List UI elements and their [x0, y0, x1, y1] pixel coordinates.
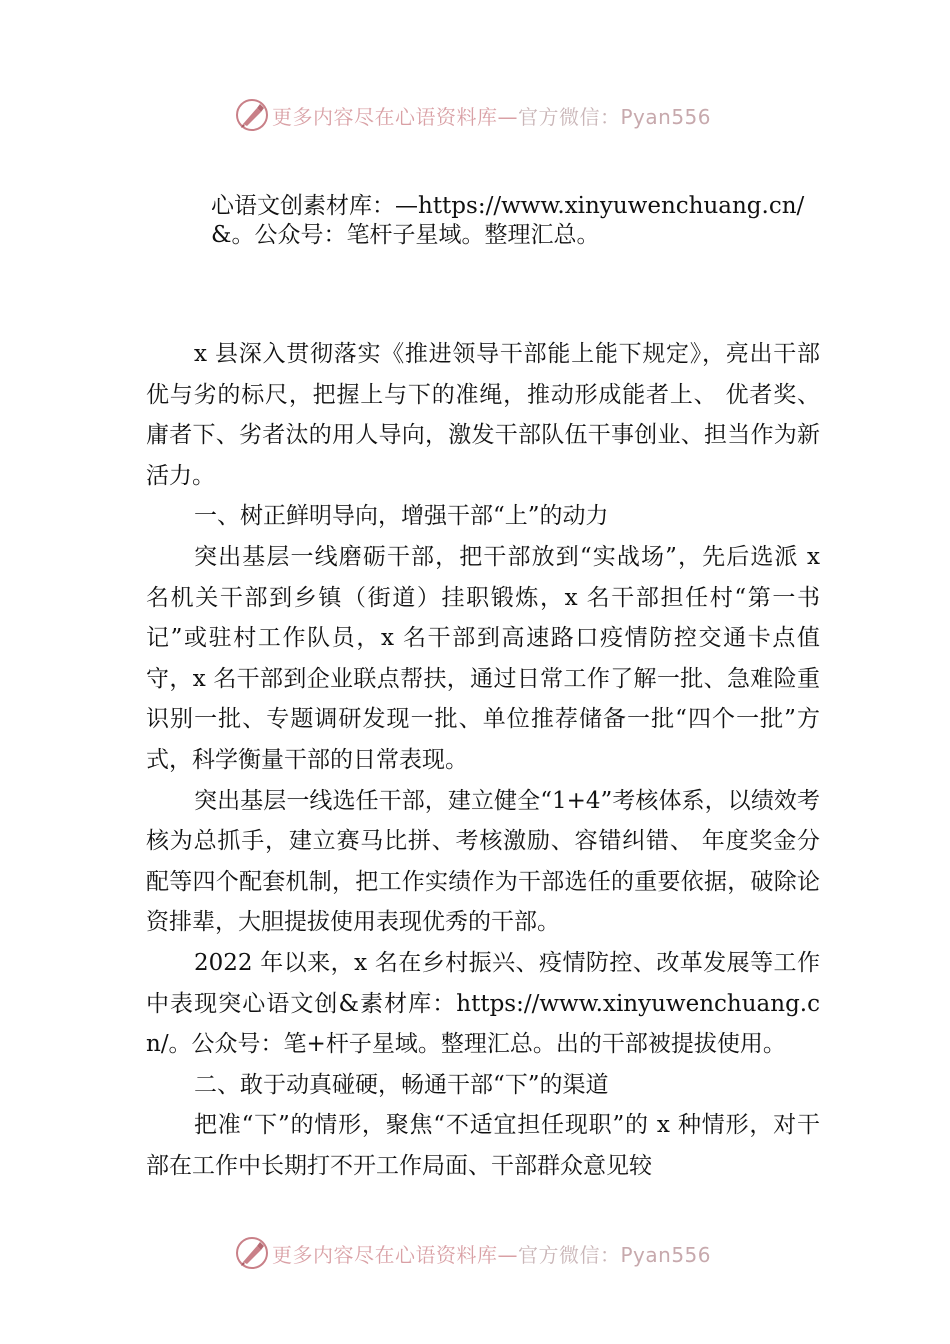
section-heading-2: 二、敢于动真碰硬，畅通干部“下”的渠道	[194, 1071, 609, 1098]
watermark-text: 更多内容尽在心语资料库—官方微信：Pyan556	[272, 1242, 712, 1267]
pen-logo-icon	[234, 1235, 270, 1271]
document-body	[146, 334, 820, 1186]
source-note: 心语文创素材库：—https://www.xinyuwenchuang.cn/&。公众号：笔杆子星域。整理汇总。	[211, 193, 805, 248]
paragraph-intro: x 县深入贯彻落实《推进领导干部能上能下规定》，亮出干部优与劣的标尺，把握上与下的准绳，推动形成能者上、 优者奖、庸者下、劣者汰的用人导向，激发干部队伍干事创业、担当作为新活力。	[146, 341, 820, 489]
pen-logo-icon	[234, 97, 270, 133]
paragraph: 把准“下”的情形，聚焦“不适宜担任现职”的 x 种情形，对干部在工作中长期打不开工作局面、干部群众意见较	[146, 1112, 820, 1179]
paragraph: 突出基层一线磨砺干部，把干部放到“实战场”，先后选派 x 名机关干部到乡镇（街道）挂职锻炼，x 名干部担任村“第一书记”或驻村工作队员，x 名干部到高速路口疫情防控交通卡点值守，x 名干部到企业联点帮扶，通过日常工作了解一批、急难险重识别一批、专题调研发现一批、单位推荐储备一批“四个一批”方式，科学衡量干部的日常表现。	[146, 543, 820, 773]
footer-watermark-banner	[234, 1233, 711, 1273]
paragraph: 突出基层一线选任干部，建立健全“1+4”考核体系，以绩效考核为总抓手，建立赛马比拼、考核激励、容错纠错、 年度奖金分配等四个配套机制，把工作实绩作为干部选任的重要依据，破除论资排辈，大胆提拔使用表现优秀的干部。	[146, 787, 820, 936]
header-watermark-banner	[234, 95, 711, 135]
section-heading-1: 一、树正鲜明导向，增强干部“上”的动力	[194, 503, 609, 530]
watermark-text: 更多内容尽在心语资料库—官方微信：Pyan556	[272, 104, 712, 129]
paragraph: 2022 年以来，x 名在乡村振兴、疫情防控、改革发展等工作中表现突心语文创&素材库：https://www.xinyuwenchuang.cn/。公众号：笔+杆子星域。整理汇总。出的干部被提拔使用。	[146, 949, 820, 1058]
